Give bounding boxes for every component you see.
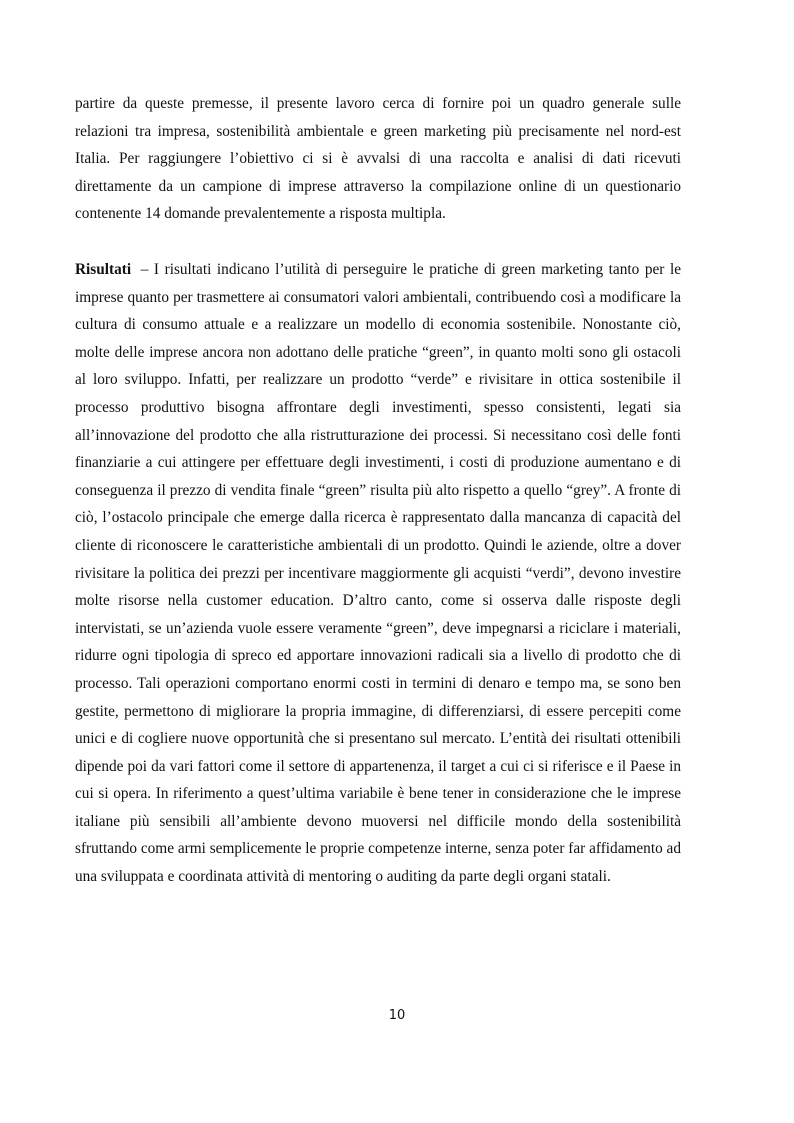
page-number: 10 <box>388 1008 406 1023</box>
results-heading: Risultati <box>75 261 132 278</box>
results-paragraph-text: – I risultati indicano l’utilità di perseguire le pratiche di green marketing tanto per le imprese quanto per trasmettere ai consumatori valori ambientali, contribuendo così a modificare la cultura di consumo attuale e a realizzare un modello di economia sostenibile. Nonostante ciò, molte delle imprese ancora non adottano delle pratiche “green”, in quanto molti sono gli ostacoli al loro sviluppo. Infatti, per realizzare un prodotto “verde” e rivisitare in ottica sostenibile il processo produttivo bisogna affrontare degli investimenti, spesso consistenti, legati sia all’innovazione del prodotto che alla ristrutturazione dei processi. Si necessitano così delle fonti finanziarie a cui attingere per effettuare degli investimenti, i costi di produzione aumentano e di conseguenza il prezzo di vendita finale “green” risulta più alto rispetto a quello “grey”. A fronte di ciò, l’ostacolo principale che emerge dalla ricerca è rappresentato dalla mancanza di capacità del cliente di riconoscere le caratteristiche ambientali di un prodotto. Quindi le aziende, oltre a dover rivisitare la politica dei prezzi per incentivare maggiormente gli acquisti “verdi”, devono investire molte risorse nella customer education. D’altro canto, come si osserva dalle risposte degli intervistati, se un’azienda vuole essere veramente “green”, deve impegnarsi a riciclare i materiali, ridurre ogni tipologia di spreco ed apportare innovazioni radicali sia a livello di prodotto che di processo. Tali operazioni comportano enormi costi in termini di denaro e tempo ma, se sono ben gestite, permettono di migliorare la propria immagine, di differenziarsi, di essere percepiti come unici e di cogliere nuove opportunità che si presentano sul mercato. L’entità dei risultati ottenibili dipende poi da vari fattori come il settore di appartenenza, il target a cui ci si riferisce e il Paese in cui si opera. In riferimento a quest’ultima variabile è bene tener in considerazione che le imprese italiane più sensibili all’ambiente devono muoversi nel difficile mondo della sostenibilità sfruttando come armi semplicemente le proprie competenze interne, senza poter far affidamento ad una sviluppata e coordinata attività di mentoring o auditing da parte degli organi statali. <box>75 261 681 886</box>
results-paragraph-body <box>75 256 681 891</box>
intro-paragraph <box>75 90 681 228</box>
intro-paragraph-text: partire da queste premesse, il presente lavoro cerca di fornire poi un quadro generale sulle relazioni tra impresa, sostenibilità ambientale e green marketing più precisamente nel nord-est Italia. Per raggiungere l’obiettivo ci si è avvalsi di una raccolta e analisi di dati ricevuti direttamente da un campione di imprese attraverso la compilazione online di un questionario contenente 14 domande prevalentemente a risposta multipla. <box>75 95 681 223</box>
results-paragraph <box>75 256 681 891</box>
